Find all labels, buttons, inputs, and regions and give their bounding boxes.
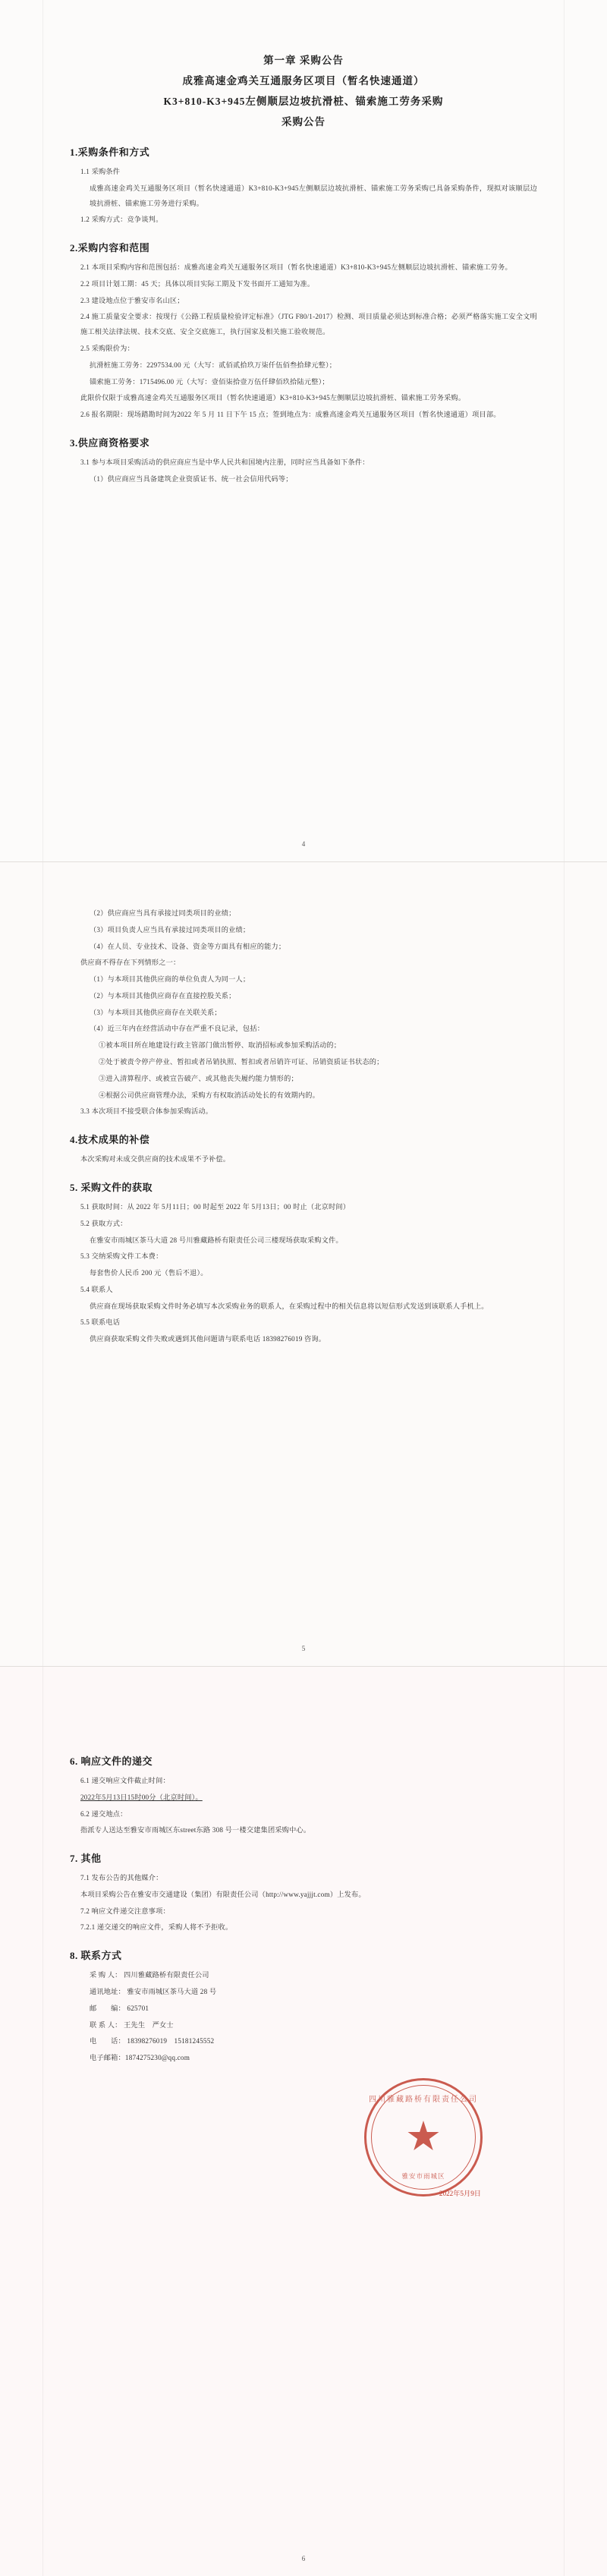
paragraph: （3）项目负责人应当具有承接过同类项目的业绩； xyxy=(90,925,250,934)
section-heading-7: 7. 其他 xyxy=(70,1853,102,1865)
document-page-1 xyxy=(0,0,607,861)
section-heading-3: 3.供应商资格要求 xyxy=(70,436,150,449)
company-seal-stamp: 四川雅藏路桥有限责任公司 ★ 雅安市雨城区 xyxy=(364,2078,483,2197)
title-line-1: 成雅高速金鸡关互通服务区项目（暂名快速通道） xyxy=(182,75,425,87)
paragraph: （1）与本项目其他供应商的单位负责人为同一人； xyxy=(90,975,250,984)
title-line-2: K3+810-K3+945左侧顺层边坡抗滑桩、锚索施工劳务采购 xyxy=(163,96,444,107)
paragraph: （4）近三年内在经营活动中存在严重不良记录，包括： xyxy=(90,1025,265,1033)
paragraph: 本次采购对未成交供应商的技术成果不予补偿。 xyxy=(80,1155,231,1164)
paragraph: 指派专人送达至雅安市雨城区东street东路 308 号一楼交建集团采购中心。 xyxy=(80,1826,311,1834)
paragraph: 7.2 响应文件递交注意事项： xyxy=(80,1907,170,1915)
paragraph: 抗滑桩施工劳务：2297534.00 元（大写：贰佰贰拾玖万柒仟伍佰叁拾肆元整）； xyxy=(90,361,337,369)
paragraph: 6.1 递交响应文件截止时间： xyxy=(80,1777,170,1784)
paragraph: 6.2 递交地点： xyxy=(80,1809,127,1818)
contact-email: 电子邮箱：1874275230@qq.com xyxy=(90,2054,190,2062)
paragraph: ①被本项目所在地建设行政主管部门做出暂停、取消招标或参加采购活动的； xyxy=(99,1041,341,1050)
paragraph: 5.4 联系人 xyxy=(80,1285,113,1293)
document-page-3 xyxy=(0,1666,607,2576)
paragraph: 7.2.1 递交递交的响应文件，采购人将不予拒收。 xyxy=(80,1923,233,1932)
paragraph: 供应商获取采购文件失败或遇到其他问题请与联系电话 18398276019 咨询。 xyxy=(90,1335,326,1343)
section-heading-5: 5. 采购文件的获取 xyxy=(70,1181,153,1193)
page-seam-right xyxy=(564,0,565,861)
paragraph: 3.1 参与本项目采购活动的供应商应当是中华人民共和国境内注册，同时应当具备如下条件： xyxy=(80,458,370,466)
contact-person: 联 系 人： 王先生 严女士 xyxy=(90,2020,174,2029)
paragraph: 5.5 联系电话 xyxy=(80,1318,121,1327)
paragraph: 5.2 获取方式： xyxy=(80,1219,127,1227)
paragraph: 3.3 本次项目不接受联合体参加采购活动。 xyxy=(80,1107,213,1116)
page-number: 5 xyxy=(301,1645,306,1652)
section-heading-8: 8. 联系方式 xyxy=(70,1950,122,1962)
paragraph: （4）在人员、专业技术、设备、资金等方面具有相应的能力； xyxy=(90,942,286,950)
paragraph: ③进入清算程序、或被宣告破产、或其他丧失履约能力情形的； xyxy=(99,1074,298,1082)
section-heading-4: 4.技术成果的补偿 xyxy=(70,1134,150,1146)
paragraph: 2.3 建设地点位于雅安市名山区； xyxy=(80,296,184,304)
paragraph-deadline: 2022年5月13日15时00分（北京时间）。 xyxy=(80,1793,203,1801)
paragraph: 5.1 获取时间：从 2022 年 5月11日；00 时起至 2022 年 5月13日；00 时止（北京时间） xyxy=(80,1202,351,1211)
section-heading-6: 6. 响应文件的递交 xyxy=(70,1756,153,1767)
document-title-block xyxy=(70,50,537,132)
paragraph: 在雅安市雨城区茶马大道 28 号川雅藏路桥有限责任公司三楼现场获取采购文件。 xyxy=(90,1236,343,1244)
paragraph: 7.1 发布公告的其他媒介： xyxy=(80,1874,163,1882)
paragraph: 2.4 施工质量安全要求：按现行《公路工程质量检验评定标准》（JTG F80/1-2017）检测、项目质量必须达到标准合格；必须严格落实施工安全文明施工相关法律法规、技术交底、安全交底施工，执行国家及相关施工验收规范。 xyxy=(80,313,537,336)
contact-address: 通讯地址： 雅安市雨城区茶马大道 28 号 xyxy=(90,1988,217,1996)
paragraph: ②处于被责令停产停业、暂扣或者吊销执照、暂扣或者吊销许可证、吊销资质证书状态的； xyxy=(99,1058,384,1066)
paragraph: 供应商在现场获取采购文件时务必填写本次采购业务的联系人，在采购过程中的相关信息将以短信形式发送到该联系人手机上。 xyxy=(90,1302,489,1310)
paragraph: 5.3 交纳采购文件工本费： xyxy=(80,1252,163,1261)
section-heading-1: 1.采购条件和方式 xyxy=(70,146,150,158)
document-page-2 xyxy=(0,861,607,1666)
page-seam-left xyxy=(42,1667,43,2576)
paragraph: （2）供应商应当具有承接过同类项目的业绩； xyxy=(90,909,236,917)
page-seam-right xyxy=(564,1667,565,2576)
chapter-heading: 第一章 采购公告 xyxy=(263,55,344,66)
paragraph: 2.2 项目计划工期：45 天；具体以项目实际工期及下发书面开工通知为准。 xyxy=(80,279,315,288)
page-seam-left xyxy=(42,862,43,1666)
paragraph: 2.1 本项目采购内容和范围包括：成雅高速金鸡关互通服务区项目（暂名快速通道）K3+810-K3+945左侧顺层边坡抗滑桩、锚索施工劳务。 xyxy=(80,263,512,272)
paragraph: 本项目采购公告在雅安市交通建设（集团）有限责任公司（http://www.yajjjt.com）上发布。 xyxy=(80,1890,366,1898)
paragraph: （1）供应商应当具备建筑企业资质证书、统一社会信用代码等； xyxy=(90,474,293,483)
paragraph: 1.2 采购方式：竞争谈判。 xyxy=(80,216,163,224)
section-heading-2: 2.采购内容和范围 xyxy=(70,242,150,254)
paragraph: 1.1 采购条件 xyxy=(80,168,121,175)
page-number: 6 xyxy=(301,2555,306,2562)
page-number: 4 xyxy=(301,840,306,848)
paragraph: （3）与本项目其他供应商存在关联关系； xyxy=(90,1008,222,1016)
paragraph: 2.5 采购限价为： xyxy=(80,345,134,353)
paragraph: 2.6 报名期限：现场踏勘时间为2022 年 5 月 11 日下午 15 点；签到地点为：成雅高速金鸡关互通服务区项目（暂名快速通道）项目部。 xyxy=(80,411,501,419)
paragraph: （2）与本项目其他供应商存在直接控股关系； xyxy=(90,991,236,1000)
paragraph: ④根据公司供应商管理办法，采购方有权取消活动处长的有效期内的。 xyxy=(99,1091,320,1099)
contact-purchaser: 采 购 人： 四川雅藏路桥有限责任公司 xyxy=(90,1971,209,1979)
paragraph: 此限价仅限于成雅高速金鸡关互通服务区项目（暂名快速通道）K3+810-K3+945左侧顺层边坡抗滑桩、锚索施工劳务采购。 xyxy=(80,394,466,402)
seal-bottom-text: 雅安市雨城区 xyxy=(401,2171,445,2180)
title-line-3: 采购公告 xyxy=(281,116,326,128)
contact-postcode: 邮 编： 625701 xyxy=(90,2004,149,2012)
contact-phone: 电 话： 18398276019 15181245552 xyxy=(90,2037,215,2045)
paragraph: 供应商不得存在下列情形之一： xyxy=(80,959,181,967)
paragraph: 成雅高速金鸡关互通服务区项目（暂名快速通道）K3+810-K3+945左侧顺层边坡抗滑桩、锚索施工劳务采购已具备采购条件，现拟对该顺层边坡抗滑桩、锚索施工劳务进行采购。 xyxy=(90,184,537,207)
paragraph: 锚索施工劳务：1715496.00 元（大写：壹佰柒拾壹万伍仟肆佰玖拾陆元整）； xyxy=(90,377,329,386)
signature-stamp-area xyxy=(70,2071,537,2215)
paragraph: 每套售价人民币 200 元（售后不退）。 xyxy=(90,1269,208,1277)
page-seam-left xyxy=(42,0,43,861)
seal-top-text: 四川雅藏路桥有限责任公司 xyxy=(369,2095,478,2104)
page-seam-right xyxy=(564,862,565,1666)
seal-date: 2022年5月9日 xyxy=(439,2189,481,2197)
